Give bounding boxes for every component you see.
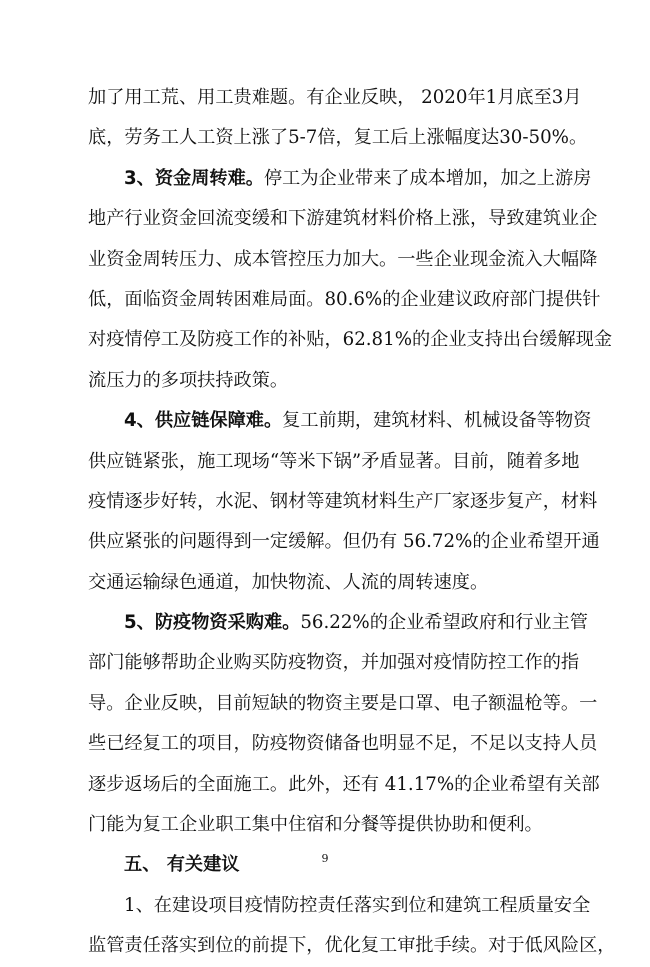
point-4-heading: 4、供应链保障难。 [124,410,283,432]
body-line: 对疫情停工及防疫工作的补贴，62.81%的企业支持出台缓解现金 [88,329,613,351]
body-line: 业资金周转压力、成本管控压力加大。一些企业现金流入大幅降 [88,248,598,270]
body-text [88,78,616,967]
point-5-heading-line [88,603,588,643]
body-line: 供应链紧张，施工现场“等米下锅”矛盾显著。目前，随着多地 [88,450,580,472]
body-text-run: 56.22%的企业希望政府和行业主管 [300,612,588,634]
point-3-heading-line [88,159,592,199]
body-line: 流压力的多项扶持政策。 [88,369,289,391]
body-line: 底，劳务工人工资上涨了5-7倍，复工后上涨幅度达30-50%。 [88,127,588,149]
body-text-run: 停工为企业带来了成本增加，加之上游房 [263,167,592,189]
body-line: 部门能够帮助企业购买防疫物资，并加强对疫情防控工作的指 [88,652,580,674]
body-line: 监管责任落实到位的前提下，优化复工审批手续。对于低风险区， [88,935,616,957]
body-line: 1、在建设项目疫情防控责任落实到位和建筑工程质量安全 [124,894,591,916]
body-line: 供应紧张的问题得到一定缓解。但仍有 56.72%的企业希望开通 [88,531,600,553]
body-line: 导。企业反映，目前短缺的物资主要是口罩、电子额温枪等。一 [88,692,598,714]
point-4-heading-line [88,401,592,441]
body-line: 低，面临资金周转困难局面。80.6%的企业建议政府部门提供针 [88,288,601,310]
body-line: 门能为复工企业职工集中住宿和分餐等提供协助和便利。 [88,814,543,836]
body-line: 地产行业资金回流变缓和下游建筑材料价格上涨，导致建筑业企 [88,208,598,230]
body-line: 加了用工荒、用工贵难题。有企业反映， 2020年1月底至3月 [88,87,582,108]
body-line: 疫情逐步好转，水泥、钢材等建筑材料生产厂家逐步复产，材料 [88,490,598,512]
body-line: 些已经复工的项目，防疫物资储备也明显不足，不足以支持人员 [88,733,598,755]
body-text-run: 复工前期，建筑材料、机械设备等物资 [282,410,592,432]
point-3-heading: 3、资金周转难。 [124,167,264,189]
section-5-heading: 五、 有关建议 [124,854,240,876]
point-5-heading: 5、防疫物资采购难。 [124,612,301,634]
body-line: 逐步返场后的全面施工。此外，还有 41.17%的企业希望有关部 [88,773,600,795]
body-line: 交通运输绿色通道，加快物流、人流的周转速度。 [88,571,489,593]
page-number: 9 [321,852,329,865]
